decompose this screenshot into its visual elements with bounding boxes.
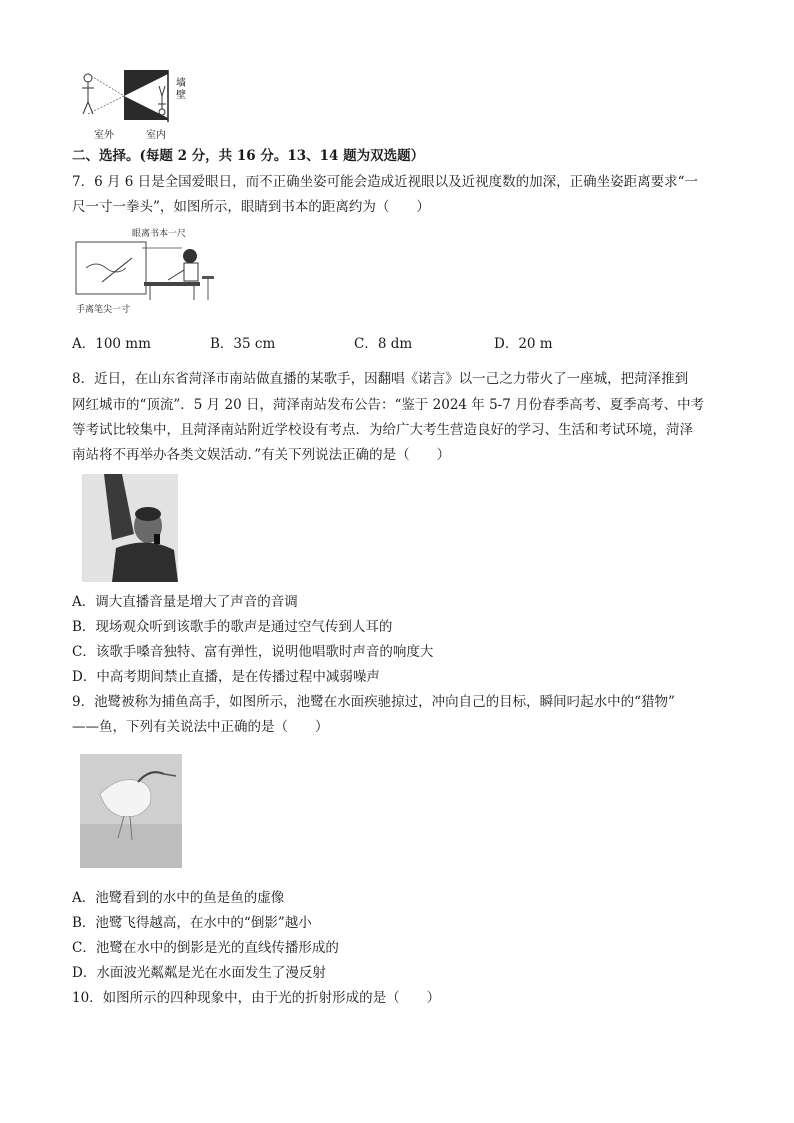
q9-option-a: A．池鹭看到的水中的鱼是鱼的虚像	[72, 890, 285, 906]
q8-option-a: A．调大直播音量是增大了声音的音调	[72, 594, 298, 610]
pinhole-diagram	[72, 66, 212, 144]
q7-figure-top-label: 眼离书本一尺	[132, 229, 187, 239]
q7-option-b: B．35 cm	[210, 336, 276, 352]
heron-photo	[80, 754, 182, 868]
section-heading: 二、选择。(每题 2 分，共 16 分。13、14 题为双选题）	[72, 148, 425, 164]
wall-label-2: 壁	[176, 90, 186, 101]
q9-line-2: ——鱼，下列有关说法中正确的是（ ）	[72, 719, 329, 735]
q9-option-d: D．水面波光粼粼是光在水面发生了漫反射	[72, 965, 326, 981]
q9-option-b: B．池鹭飞得越高，在水中的“倒影”越小	[72, 915, 312, 931]
indoor-label: 室内	[146, 130, 166, 141]
singer-illustration	[82, 474, 178, 582]
q8-option-b: B．现场观众听到该歌手的歌声是通过空气传到人耳的	[72, 619, 393, 635]
q9-line-1: 9．池鹭被称为捕鱼高手，如图所示，池鹭在水面疾驰掠过，冲向自己的目标，瞬间叼起水中的“猎物”	[72, 694, 675, 710]
q8-line-3: 等考试比较集中，且菏泽南站附近学校设有考点．为给广大考生营造良好的学习、生活和考试环境，菏泽	[72, 422, 693, 438]
pinhole-figure	[72, 66, 212, 144]
q8-line-1: 8．近日，在山东省菏泽市南站做直播的某歌手，因翻唱《诺言》以一己之力带火了一座城，把菏泽推到	[72, 371, 689, 387]
q9-option-c: C．池鹭在水中的倒影是光的直线传播形成的	[72, 940, 339, 956]
q7-figure	[72, 226, 222, 318]
q10-line: 10．如图所示的四种现象中，由于光的折射形成的是（ ）	[72, 990, 441, 1006]
q7-option-a: A．100 mm	[72, 336, 151, 352]
outdoor-person	[82, 74, 94, 114]
q7-line-1: 7．6 月 6 日是全国爱眼日，而不正确坐姿可能会造成近视眼以及近视度数的加深，正确坐姿距离要求“一	[72, 174, 699, 190]
q8-line-2: 网红城市的“顶流”．5 月 20 日，菏泽南站发布公告：“鉴于 2024 年 5-7 月份春季高考、夏季高考、中考	[72, 397, 705, 413]
heron-illustration	[80, 754, 182, 868]
q8-option-c: C．该歌手嗓音独特、富有弹性，说明他唱歌时声音的响度大	[72, 644, 434, 660]
outdoor-label: 室外	[94, 130, 114, 141]
posture-illustration	[72, 238, 222, 302]
wall-label-1: 墙	[176, 78, 186, 89]
q7-option-d: D．20 m	[494, 336, 553, 352]
singer-photo	[82, 474, 178, 582]
q8-option-d: D．中高考期间禁止直播，是在传播过程中减弱噪声	[72, 669, 380, 685]
q8-line-4: 南站将不再举办各类文娱活动．”有关下列说法正确的是（ ）	[72, 447, 451, 463]
q7-option-c: C．8 dm	[354, 336, 413, 352]
q7-figure-bottom-label: 手离笔尖一寸	[76, 305, 131, 315]
q7-line-2: 尺一寸一拳头”，如图所示，眼睛到书本的距离约为（ ）	[72, 199, 430, 215]
